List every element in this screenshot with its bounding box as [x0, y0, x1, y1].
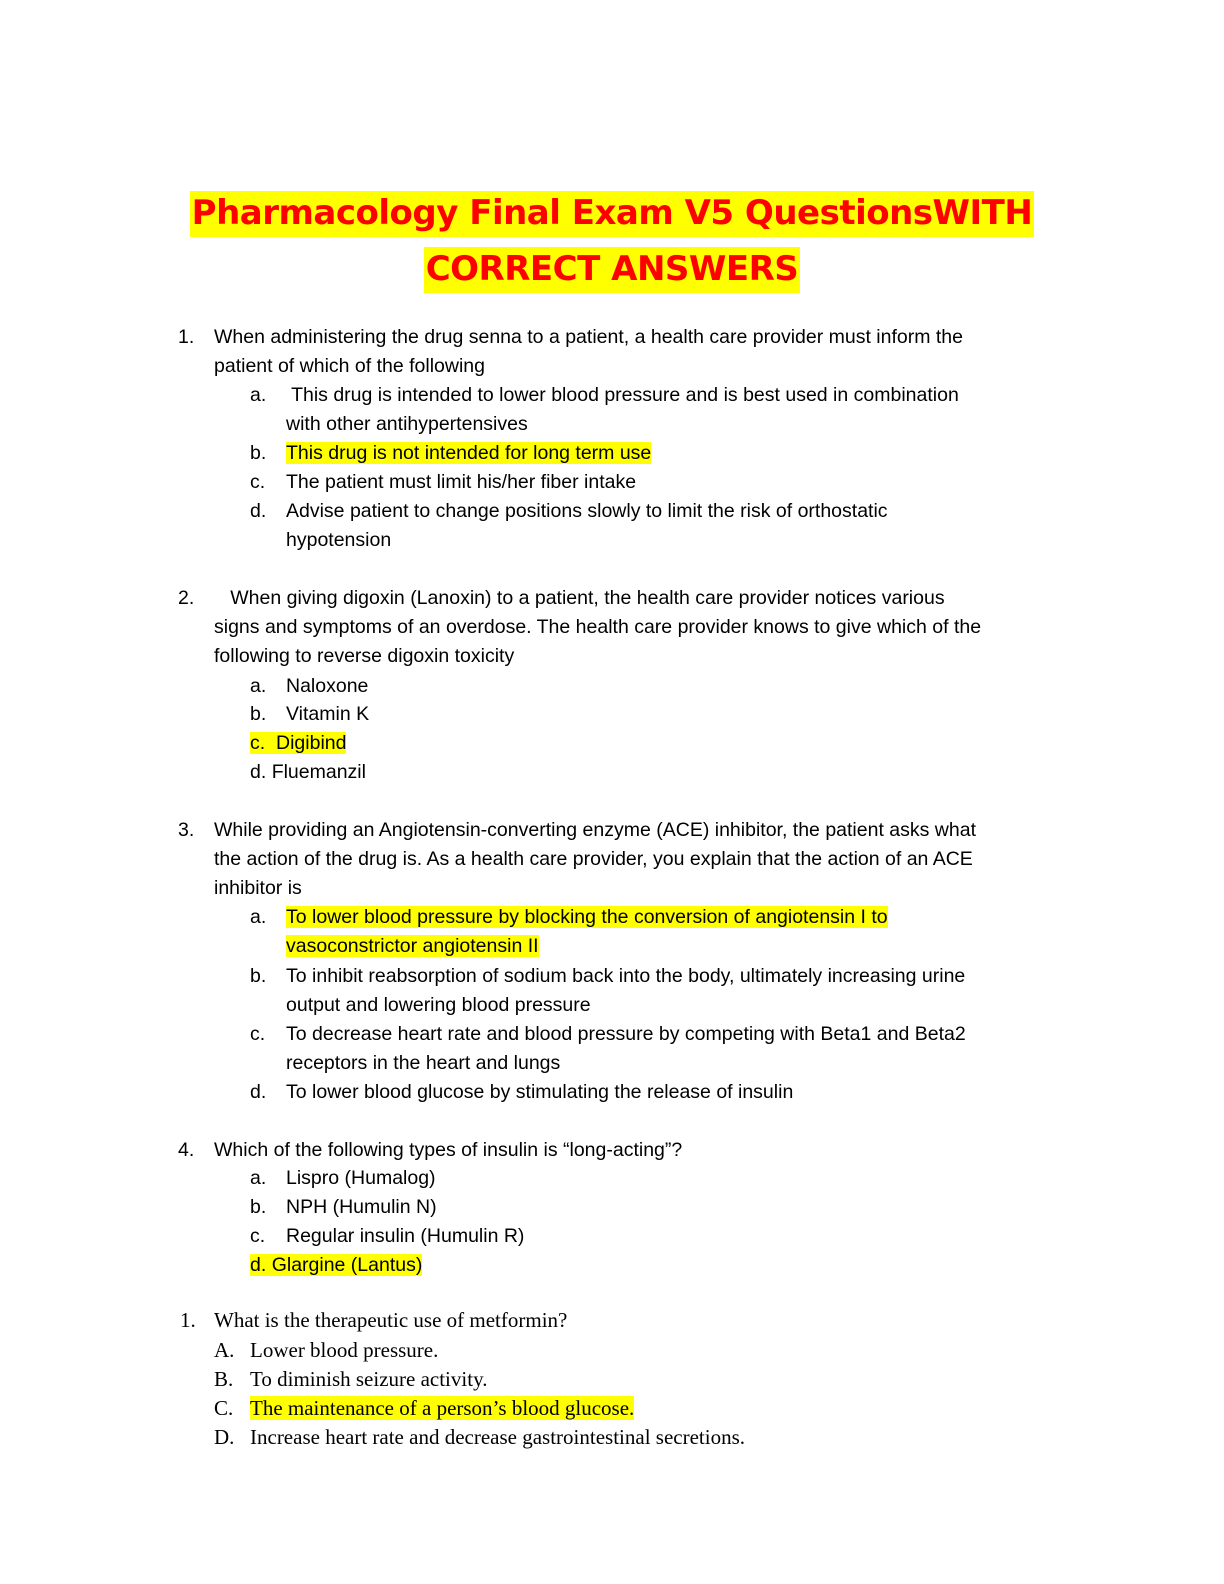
correct-answer-highlight: This drug is not intended for long term use [286, 442, 652, 464]
option-text: with other antihypertensives [286, 413, 528, 435]
option-text: To diminish seizure activity. [250, 1367, 488, 1391]
document-title-line-2 [0, 246, 1224, 292]
option-text: This drug is intended to lower blood pressure and is best used in combination [286, 384, 959, 406]
option-text: hypotension [286, 529, 392, 551]
option-text: Vitamin K [286, 703, 370, 725]
option-text: To inhibit reabsorption of sodium back into the body, ultimately increasing urine [286, 965, 966, 987]
option-2c-correct [250, 729, 346, 758]
option-letter: d. [250, 1254, 267, 1276]
option-text: Fluemanzil [271, 761, 366, 783]
option-text: NPH (Humulin N) [286, 1196, 437, 1218]
option-letter: b. [250, 965, 267, 987]
question-stem-line: signs and symptoms of an overdose. The health care provider knows to give which of the [214, 616, 982, 638]
question-stem-line: the action of the drug is. As a health care provider, you explain that the action of an ACE [214, 848, 973, 870]
option-letter: B. [214, 1367, 234, 1391]
question-number: 4. [178, 1139, 195, 1161]
option-text: Advise patient to change positions slowly to limit the risk of orthostatic [286, 500, 888, 522]
question-stem-line: following to reverse digoxin toxicity [214, 645, 515, 667]
title-text-2: CORRECT ANSWERS [424, 247, 801, 293]
option-letter: d. [250, 500, 267, 522]
option-letter: d. [250, 1081, 267, 1103]
correct-answer-highlight [250, 1254, 422, 1276]
question-number: 3. [178, 819, 195, 841]
option-letter: a. [250, 384, 267, 406]
option-text: Glargine (Lantus) [271, 1254, 423, 1276]
option-letter: b. [250, 442, 267, 464]
option-letter: D. [214, 1425, 235, 1449]
title-text-1: Pharmacology Final Exam V5 QuestionsWITH [190, 191, 1035, 237]
option-letter: a. [250, 906, 267, 928]
question-number: 1. [180, 1308, 196, 1332]
option-letter: c. [250, 732, 266, 754]
question-stem-line: When giving digoxin (Lanoxin) to a patient, the health care provider notices various [214, 587, 945, 609]
option-letter: c. [250, 1023, 266, 1045]
option-letter: a. [250, 1167, 267, 1189]
question-stem-line: When administering the drug senna to a patient, a health care provider must inform the [214, 326, 963, 348]
correct-answer-highlight: To lower blood pressure by blocking the conversion of angiotensin I to [286, 906, 888, 928]
option-2d [250, 758, 366, 787]
question-stem-line: Which of the following types of insulin is “long-acting”? [214, 1139, 683, 1161]
option-letter: d. [250, 761, 267, 783]
correct-answer-highlight: vasoconstrictor angiotensin II [286, 935, 539, 957]
correct-answer-highlight: The maintenance of a person’s blood glucose. [250, 1396, 635, 1420]
option-letter: b. [250, 1196, 267, 1218]
option-text: Digibind [276, 732, 347, 754]
correct-answer-highlight [250, 732, 346, 754]
option-text: The patient must limit his/her fiber intake [286, 471, 637, 493]
option-text: Regular insulin (Humulin R) [286, 1225, 525, 1247]
document-title-line-1 [0, 190, 1224, 236]
question-stem-line: While providing an Angiotensin-converting enzyme (ACE) inhibitor, the patient asks what [214, 819, 976, 841]
option-4d-correct [250, 1251, 422, 1280]
option-letter: a. [250, 675, 267, 697]
option-text: Lower blood pressure. [250, 1338, 439, 1362]
option-letter: b. [250, 703, 267, 725]
option-letter: A. [214, 1338, 235, 1362]
question-stem-line: patient of which of the following [214, 355, 486, 377]
option-text: Increase heart rate and decrease gastrointestinal secretions. [250, 1425, 745, 1449]
option-text: output and lowering blood pressure [286, 994, 591, 1016]
option-text: Naloxone [286, 675, 369, 697]
question-stem-line: inhibitor is [214, 877, 302, 899]
question-stem-line: What is the therapeutic use of metformin? [214, 1308, 568, 1332]
question-number: 1. [178, 326, 195, 348]
option-letter: c. [250, 1225, 266, 1247]
option-text: To decrease heart rate and blood pressure by competing with Beta1 and Beta2 [286, 1023, 966, 1045]
option-letter: c. [250, 471, 266, 493]
question-number: 2. [178, 587, 195, 609]
option-text: receptors in the heart and lungs [286, 1052, 561, 1074]
option-text: Lispro (Humalog) [286, 1167, 436, 1189]
option-text: To lower blood glucose by stimulating the release of insulin [286, 1081, 794, 1103]
option-letter: C. [214, 1396, 234, 1420]
